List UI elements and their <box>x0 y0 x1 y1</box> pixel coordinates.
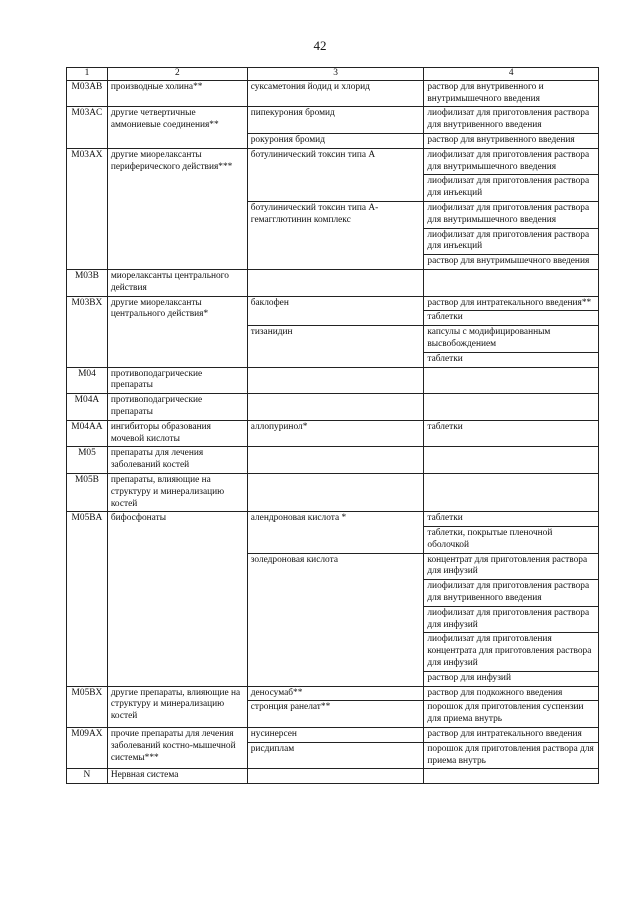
dosage-form: лиофилизат для приготовления раствора для внутривенного введения <box>424 580 599 607</box>
dosage-form: лиофилизат для приготовления раствора для внутримышечного введения <box>424 148 599 175</box>
group-name: противоподагрические препараты <box>107 394 247 421</box>
drug-name: аллопуринол* <box>247 420 424 447</box>
table-row <box>67 447 599 474</box>
table-row <box>67 367 599 394</box>
drug-name <box>247 367 424 394</box>
group-name: противоподагрические препараты <box>107 367 247 394</box>
page-number: 42 <box>313 38 327 53</box>
group-name: препараты, влияющие на структуру и минерализацию костей <box>107 473 247 511</box>
dosage-form: таблетки <box>424 420 599 447</box>
dosage-form: лиофилизат для приготовления раствора для инфузий <box>424 606 599 633</box>
group-name: другие миорелаксанты центрального действия* <box>107 296 247 367</box>
dosage-form: раствор для внутримышечного введения <box>424 255 599 270</box>
table-row <box>67 107 599 134</box>
column-header: 2 <box>107 68 247 81</box>
drug-name <box>247 394 424 421</box>
atc-code: M05BX <box>67 686 108 727</box>
drug-name: алендроновая кислота * <box>247 512 424 553</box>
group-name: производные холина** <box>107 80 247 107</box>
dosage-form: капсулы с модифицированным высвобождением <box>424 326 599 353</box>
dosage-form: раствор для инфузий <box>424 671 599 686</box>
dosage-form: лиофилизат для приготовления концентрата для приготовления раствора для инфузий <box>424 633 599 671</box>
header-row <box>67 68 599 81</box>
table-row <box>67 686 599 701</box>
atc-code: M04AA <box>67 420 108 447</box>
atc-code: M05BA <box>67 512 108 686</box>
group-name: ингибиторы образования мочевой кислоты <box>107 420 247 447</box>
drug-name: ботулинический токсин типа А <box>247 148 424 201</box>
group-name: другие четвертичные аммониевые соединения** <box>107 107 247 148</box>
table-row <box>67 512 599 527</box>
drug-table <box>66 67 599 784</box>
dosage-form: порошок для приготовления раствора для приема внутрь <box>424 742 599 769</box>
drug-name: тизанидин <box>247 326 424 367</box>
table-body <box>67 80 599 783</box>
group-name: миорелаксанты центрального действия <box>107 269 247 296</box>
dosage-form: концентрат для приготовления раствора для инфузий <box>424 553 599 580</box>
drug-name: нусинерсен <box>247 728 424 743</box>
atc-code: M04 <box>67 367 108 394</box>
dosage-form: лиофилизат для приготовления раствора для инъекций <box>424 175 599 202</box>
dosage-form <box>424 394 599 421</box>
drug-name: деносумаб** <box>247 686 424 701</box>
drug-name <box>247 447 424 474</box>
dosage-form <box>424 447 599 474</box>
dosage-form: лиофилизат для приготовления раствора для внутримышечного введения <box>424 201 599 228</box>
table-row <box>67 473 599 511</box>
atc-code: M03AC <box>67 107 108 148</box>
dosage-form <box>424 269 599 296</box>
group-name: препараты для лечения заболеваний костей <box>107 447 247 474</box>
drug-name <box>247 769 424 784</box>
atc-code: M03AX <box>67 148 108 269</box>
drug-name: суксаметония йодид и хлорид <box>247 80 424 107</box>
drug-name: баклофен <box>247 296 424 326</box>
dosage-form <box>424 367 599 394</box>
group-name: другие миорелаксанты периферического действия*** <box>107 148 247 269</box>
drug-name: пипекурония бромид <box>247 107 424 134</box>
atc-code: N <box>67 769 108 784</box>
group-name: Нервная система <box>107 769 247 784</box>
column-header: 3 <box>247 68 424 81</box>
atc-code: M09AX <box>67 728 108 769</box>
atc-code: M05 <box>67 447 108 474</box>
dosage-form: раствор для интратекального введения** <box>424 296 599 311</box>
atc-code: M04A <box>67 394 108 421</box>
dosage-form: таблетки, покрытые пленочной оболочкой <box>424 527 599 554</box>
table-row <box>67 394 599 421</box>
dosage-form: лиофилизат для приготовления раствора для инъекций <box>424 228 599 255</box>
drug-name: стронция ранелат** <box>247 701 424 728</box>
drug-name: рисдиплам <box>247 742 424 769</box>
atc-code: M03BX <box>67 296 108 367</box>
table-row <box>67 148 599 175</box>
table-row <box>67 769 599 784</box>
group-name: прочие препараты для лечения заболеваний костно-мышечной системы*** <box>107 728 247 769</box>
column-header: 1 <box>67 68 108 81</box>
dosage-form: раствор для подкожного введения <box>424 686 599 701</box>
atc-code: M03B <box>67 269 108 296</box>
drug-name: ботулинический токсин типа А-гемагглютинин комплекс <box>247 201 424 269</box>
dosage-form: раствор для внутривенного введения <box>424 133 599 148</box>
dosage-form: таблетки <box>424 352 599 367</box>
column-header: 4 <box>424 68 599 81</box>
dosage-form: раствор для интратекального введения <box>424 728 599 743</box>
dosage-form: лиофилизат для приготовления раствора для внутривенного введения <box>424 107 599 134</box>
table-row <box>67 296 599 311</box>
table-row <box>67 728 599 743</box>
drug-name <box>247 269 424 296</box>
table-row <box>67 80 599 107</box>
group-name: бифосфонаты <box>107 512 247 686</box>
drug-name: золедроновая кислота <box>247 553 424 686</box>
atc-code: M03AB <box>67 80 108 107</box>
dosage-form: порошок для приготовления суспензии для приема внутрь <box>424 701 599 728</box>
dosage-form <box>424 769 599 784</box>
drug-name <box>247 473 424 511</box>
atc-code: M05B <box>67 473 108 511</box>
drug-name: рокурония бромид <box>247 133 424 148</box>
dosage-form: таблетки <box>424 311 599 326</box>
table-row <box>67 420 599 447</box>
dosage-form: раствор для внутривенного и внутримышечного введения <box>424 80 599 107</box>
group-name: другие препараты, влияющие на структуру и минерализацию костей <box>107 686 247 727</box>
table-row <box>67 269 599 296</box>
dosage-form: таблетки <box>424 512 599 527</box>
dosage-form <box>424 473 599 511</box>
